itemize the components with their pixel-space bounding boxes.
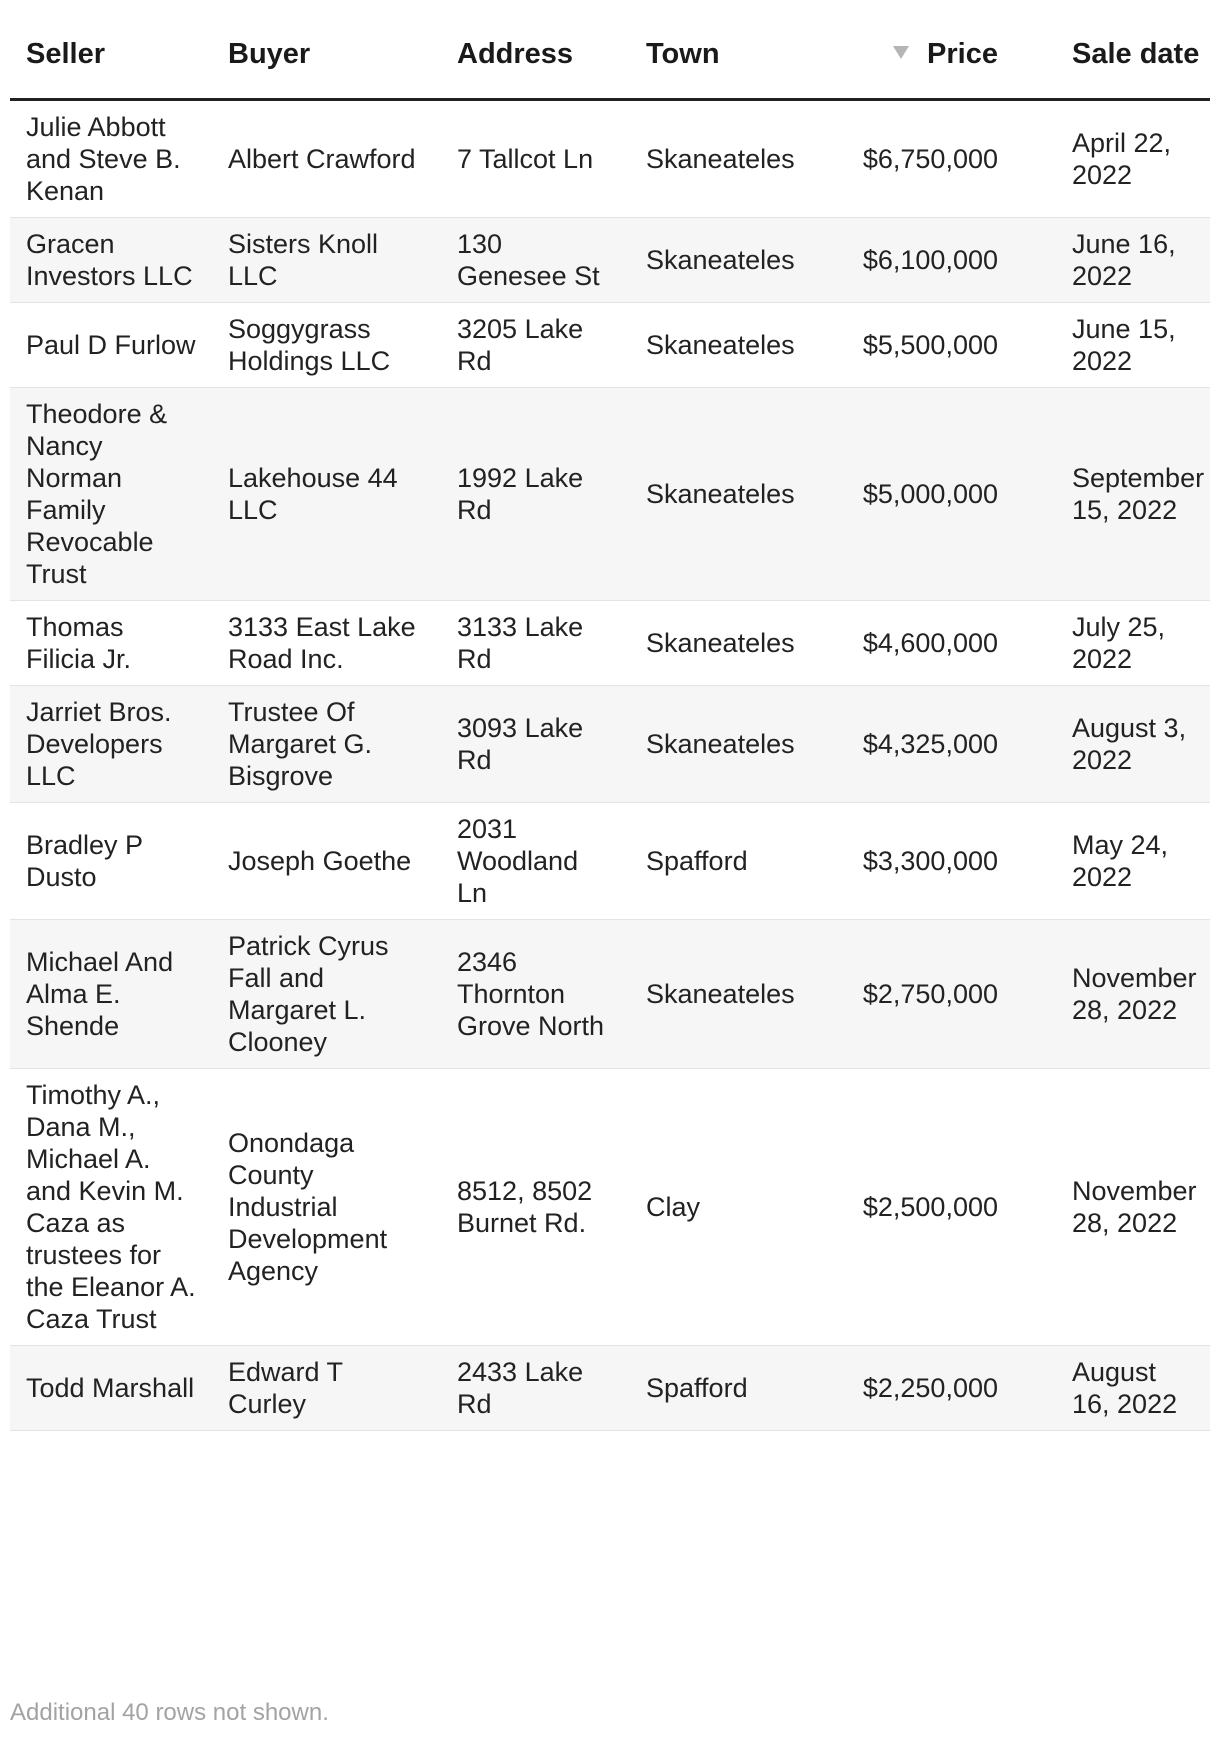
cell-buyer: Joseph Goethe [212,803,441,920]
cell-sale-date: August 3, 2022 [1032,686,1210,803]
table-body [10,100,1210,1431]
cell-buyer: Onondaga County Industrial Development Agency [212,1069,441,1346]
column-header-buyer[interactable] [212,10,441,100]
cell-price: $2,750,000 [834,920,1032,1069]
cell-sale-date: June 15, 2022 [1032,303,1210,388]
column-header-label: Buyer [228,37,311,70]
sales-table [10,10,1210,1431]
column-header-label: Address [457,37,574,70]
cell-price: $5,500,000 [834,303,1032,388]
table-row [10,388,1210,601]
column-header-town[interactable] [630,10,834,100]
cell-address: 2433 Lake Rd [441,1346,630,1431]
cell-price: $3,300,000 [834,803,1032,920]
cell-buyer: Albert Crawford [212,100,441,218]
cell-price: $6,750,000 [834,100,1032,218]
cell-seller: Bradley P Dusto [10,803,212,920]
cell-address: 7 Tallcot Ln [441,100,630,218]
column-header-label: Seller [26,37,105,70]
cell-seller: Thomas Filicia Jr. [10,601,212,686]
cell-seller: Theodore & Nancy Norman Family Revocable Trust [10,388,212,601]
sales-table-container [10,10,1210,1431]
cell-town: Spafford [630,1346,834,1431]
column-header-seller[interactable] [10,10,212,100]
column-header-address[interactable] [441,10,630,100]
cell-town: Spafford [630,803,834,920]
cell-buyer: 3133 East Lake Road Inc. [212,601,441,686]
cell-address: 130 Genesee St [441,218,630,303]
table-row [10,100,1210,218]
table-row [10,601,1210,686]
cell-price: $2,250,000 [834,1346,1032,1431]
cell-price: $4,325,000 [834,686,1032,803]
rows-not-shown-note: Additional 40 rows not shown. [10,1699,329,1726]
column-header-price[interactable] [834,10,1032,100]
cell-buyer: Sisters Knoll LLC [212,218,441,303]
cell-sale-date: May 24, 2022 [1032,803,1210,920]
table-row [10,1069,1210,1346]
cell-seller: Jarriet Bros. Developers LLC [10,686,212,803]
cell-seller: Paul D Furlow [10,303,212,388]
table-row [10,1346,1210,1431]
cell-address: 1992 Lake Rd [441,388,630,601]
table-header [10,10,1210,100]
column-header-label: Sale date [1072,37,1200,70]
cell-buyer: Lakehouse 44 LLC [212,388,441,601]
table-row [10,920,1210,1069]
column-header-label: Price [927,37,998,70]
header-row [10,10,1210,100]
cell-address: 2346 Thornton Grove North [441,920,630,1069]
cell-price: $6,100,000 [834,218,1032,303]
cell-town: Skaneateles [630,920,834,1069]
cell-seller: Timothy A., Dana M., Michael A. and Kevin M. Caza as trustees for the Eleanor A. Caza Trust [10,1069,212,1346]
cell-town: Skaneateles [630,601,834,686]
cell-town: Clay [630,1069,834,1346]
cell-sale-date: August 16, 2022 [1032,1346,1210,1431]
cell-price: $2,500,000 [834,1069,1032,1346]
cell-address: 3093 Lake Rd [441,686,630,803]
cell-address: 3133 Lake Rd [441,601,630,686]
cell-sale-date: April 22, 2022 [1032,100,1210,218]
cell-town: Skaneateles [630,686,834,803]
cell-buyer: Trustee Of Margaret G. Bisgrove [212,686,441,803]
cell-sale-date: November 28, 2022 [1032,1069,1210,1346]
cell-buyer: Edward T Curley [212,1346,441,1431]
cell-address: 2031 Woodland Ln [441,803,630,920]
cell-price: $5,000,000 [834,388,1032,601]
cell-town: Skaneateles [630,218,834,303]
cell-seller: Julie Abbott and Steve B. Kenan [10,100,212,218]
cell-seller: Todd Marshall [10,1346,212,1431]
cell-seller: Michael And Alma E. Shende [10,920,212,1069]
cell-price: $4,600,000 [834,601,1032,686]
column-header-label: Town [646,37,720,70]
cell-sale-date: July 25, 2022 [1032,601,1210,686]
cell-seller: Gracen Investors LLC [10,218,212,303]
cell-town: Skaneateles [630,388,834,601]
cell-sale-date: June 16, 2022 [1032,218,1210,303]
cell-address: 8512, 8502 Burnet Rd. [441,1069,630,1346]
table-row [10,803,1210,920]
cell-address: 3205 Lake Rd [441,303,630,388]
cell-buyer: Soggygrass Holdings LLC [212,303,441,388]
sort-descending-icon [893,46,909,59]
cell-sale-date: November 28, 2022 [1032,920,1210,1069]
table-row [10,303,1210,388]
table-row [10,686,1210,803]
cell-town: Skaneateles [630,100,834,218]
cell-town: Skaneateles [630,303,834,388]
cell-sale-date: September 15, 2022 [1032,388,1210,601]
column-header-sale-date[interactable] [1032,10,1210,100]
cell-buyer: Patrick Cyrus Fall and Margaret L. Clooney [212,920,441,1069]
table-row [10,218,1210,303]
